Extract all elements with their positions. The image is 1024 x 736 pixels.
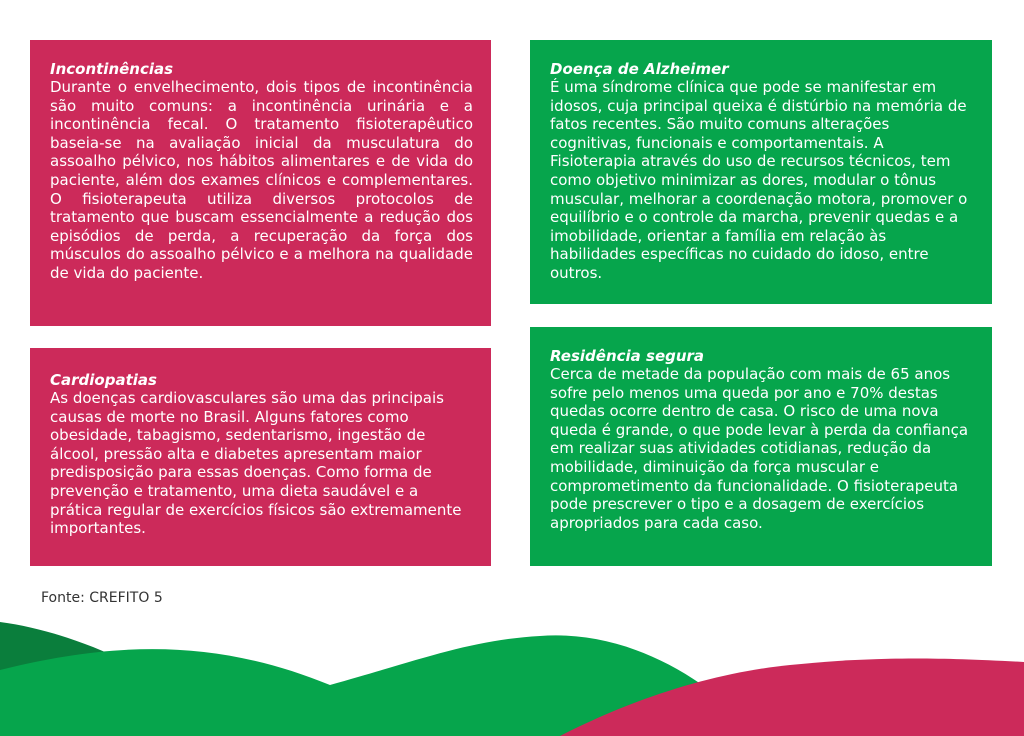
- card-title: Incontinências: [50, 60, 174, 78]
- card-cardiopatias: [30, 348, 491, 566]
- card-residencia-segura: [530, 327, 992, 566]
- source-note: Fonte: CREFITO 5: [41, 590, 163, 606]
- card-text: Durante o envelhecimento, dois tipos de incontinência são muito comuns: a incontinência urinária e a incontinência fecal. O tratamento fisioterapêutico baseia-se na avaliação inicial da musculatura do assoalho pélvico, nos hábitos alimentares e de vida do paciente, além dos exames clínicos e complementares. O fisioterapeuta utiliza diversos protocolos de tratamento que buscam essencialmente a redução dos episódios de perda, a recuperação da força dos músculos do assoalho pélvico e a melhora na qualidade de vida do paciente.: [50, 78, 473, 282]
- card-text: É uma síndrome clínica que pode se manifestar em idosos, cuja principal queixa é distúrbio na memória de fatos recentes. São muito comuns alterações cognitivas, funcionais e comportamentais. A Fisioterapia através do uso de recursos técnicos, tem como objetivo minimizar as dores, modular o tônus muscular, melhorar a coordenação motora, promover o equilíbrio e o controle da marcha, prevenir quedas e a imobilidade, orientar a família em relação às habilidades específicas no cuidado do idoso, entre outros.: [550, 78, 968, 282]
- card-title: Cardiopatias: [50, 371, 157, 389]
- card-incontinencias: [30, 40, 491, 326]
- card-title: Doença de Alzheimer: [550, 60, 729, 78]
- card-text: Cerca de metade da população com mais de 65 anos sofre pelo menos uma queda por ano e 70% destas quedas ocorre dentro de casa. O risco de uma nova queda é grande, o que pode levar à perda da confiança em realizar suas atividades cotidianas, redução da mobilidade, diminuição da força muscular e comprometimento da funcionalidade. O fisioterapeuta pode prescrever o tipo e a dosagem de exercícios apropriados para cada caso.: [550, 365, 969, 532]
- card-text: As doenças cardiovasculares são uma das principais causas de morte no Brasil. Alguns fatores como obesidade, tabagismo, sedentarismo, ingestão de álcool, pressão alta e diabetes apresentam maior predisposição para essas doenças. Como forma de prevenção e tratamento, uma dieta saudável e a prática regular de exercícios físicos são extremamente importantes.: [50, 389, 462, 538]
- card-alzheimer: [530, 40, 992, 304]
- decorative-waves: [0, 600, 1024, 736]
- card-title: Residência segura: [550, 347, 705, 365]
